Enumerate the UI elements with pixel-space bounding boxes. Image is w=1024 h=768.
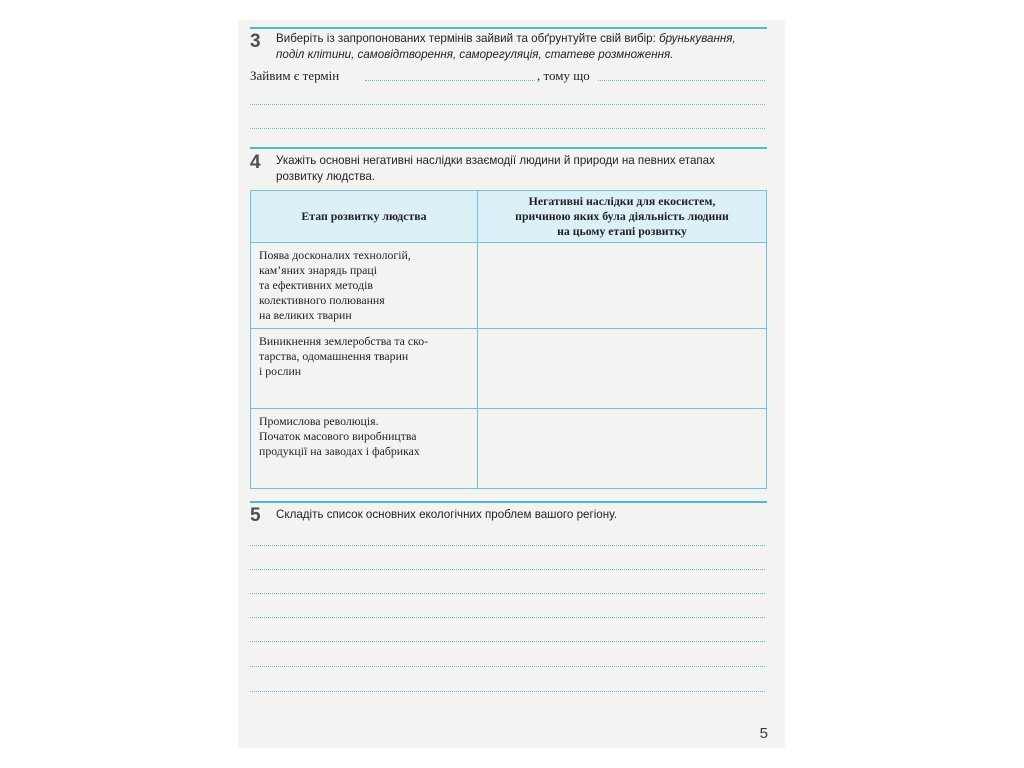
consequence-cell[interactable]	[478, 243, 767, 329]
consequences-table	[250, 190, 767, 489]
stage-line: та ефективних методів	[259, 278, 373, 292]
task3-instruction-text: Виберіть із запропонованих термінів зайвий та обґрунтуйте свій вибір:	[276, 32, 660, 45]
stage-line: продукції на заводах і фабриках	[259, 444, 420, 458]
task3-answer-prefix: Зайвим є термін	[250, 68, 340, 83]
task5-top-rule	[250, 501, 767, 503]
answer-line[interactable]	[250, 641, 765, 642]
answer-line[interactable]	[250, 666, 765, 667]
stage-line: колективного полювання	[259, 293, 385, 307]
stage-cell	[251, 243, 478, 329]
page-number: 5	[759, 725, 768, 742]
stage-line: кам’яних знарядь праці	[259, 263, 377, 277]
task5-number: 5	[250, 505, 261, 526]
col-header-consequences	[478, 191, 767, 243]
consequence-cell[interactable]	[478, 409, 767, 489]
stage-line: і рослин	[259, 364, 302, 378]
task4-instruction-line2: розвитку людства.	[276, 170, 376, 183]
answer-line[interactable]	[250, 593, 765, 594]
task4-instruction	[276, 153, 770, 185]
table-row	[251, 409, 767, 489]
stage-line: Поява досконалих технологій,	[259, 248, 411, 262]
task3-answer-line	[250, 68, 765, 86]
answer-line[interactable]	[250, 691, 765, 692]
stage-cell	[251, 409, 478, 489]
task3-top-rule	[250, 27, 767, 29]
answer-line[interactable]	[250, 104, 765, 105]
col-header-stage: Етап розвитку людства	[251, 191, 478, 243]
col-header-consequences-line1: Негативні наслідки для екосистем,	[528, 194, 716, 208]
stage-line: Виникнення землеробства та ско-	[259, 334, 429, 348]
answer-blank-term[interactable]	[365, 80, 535, 81]
col-header-consequences-line3: на цьому етапі розвитку	[557, 224, 687, 238]
workbook-page	[238, 20, 785, 748]
answer-blank-reason[interactable]	[598, 80, 765, 81]
task5-instruction: Складіть список основних екологічних проблем вашого регіону.	[276, 508, 617, 521]
task3-terms-line2: поділ клітини, самовідтворення, саморегуляція, статеве розмноження.	[276, 48, 674, 61]
task3-instruction	[276, 31, 770, 63]
answer-line[interactable]	[250, 128, 765, 129]
answer-line[interactable]	[250, 545, 765, 546]
task4-number: 4	[250, 152, 261, 173]
table-row	[251, 243, 767, 329]
stage-cell	[251, 329, 478, 409]
task4-instruction-line1: Укажіть основні негативні наслідки взаємодії людини й природи на певних етапах	[276, 154, 715, 167]
task3-answer-middle: , тому що	[537, 68, 590, 83]
stage-line: Початок масового виробництва	[259, 429, 417, 443]
consequence-cell[interactable]	[478, 329, 767, 409]
task3-number: 3	[250, 31, 261, 52]
stage-line: на великих тварин	[259, 308, 352, 322]
task4-top-rule	[250, 147, 767, 149]
answer-line[interactable]	[250, 569, 765, 570]
table-header-row	[251, 191, 767, 243]
answer-line[interactable]	[250, 617, 765, 618]
col-header-consequences-line2: причиною яких була діяльність людини	[515, 209, 729, 223]
stage-line: тарства, одомашнення тварин	[259, 349, 409, 363]
stage-line: Промислова революція.	[259, 414, 379, 428]
task3-terms-line1: брунькування,	[659, 32, 736, 45]
table-row	[251, 329, 767, 409]
